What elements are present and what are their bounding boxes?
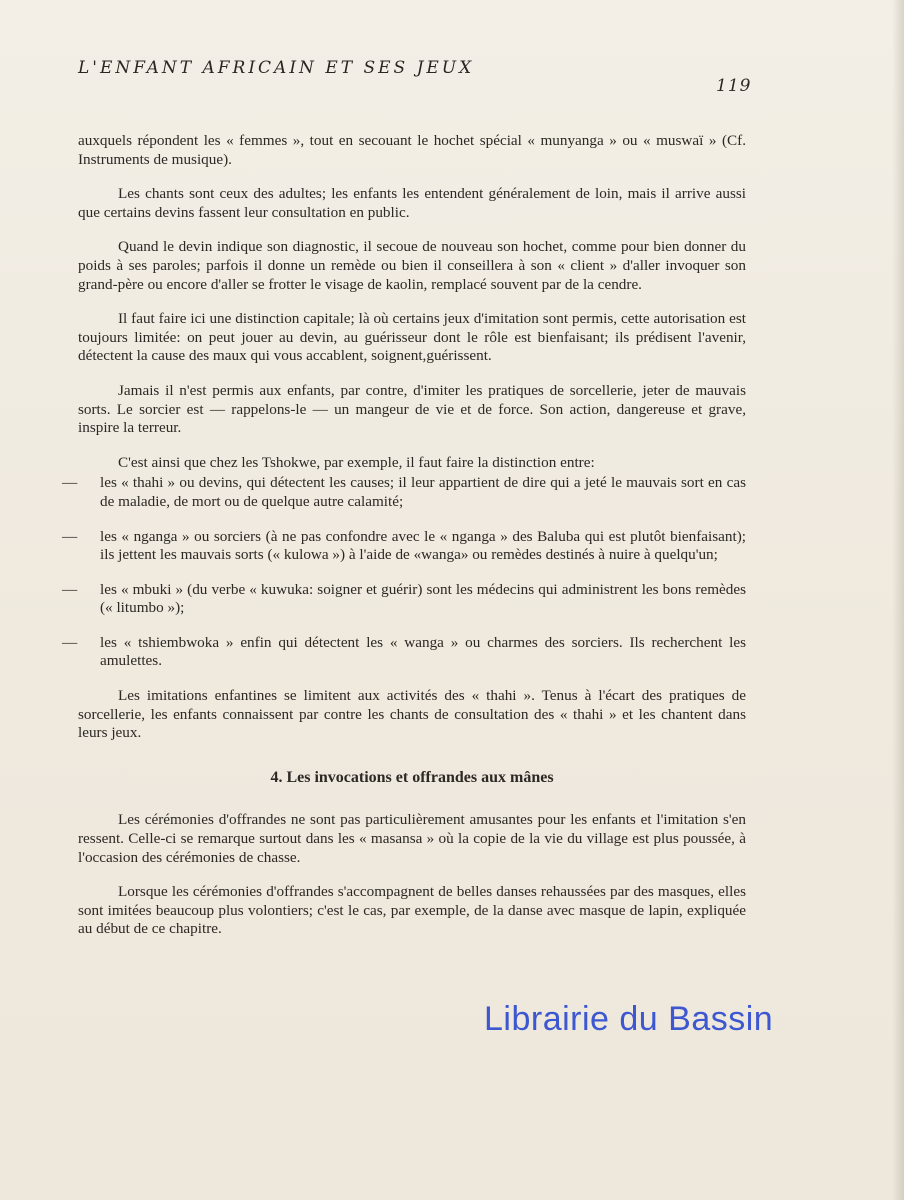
page-number: 119 [716, 76, 752, 96]
distinction-list [62, 474, 746, 671]
section-heading: 4. Les invocations et offrandes aux mânes [270, 768, 554, 786]
running-head: L'ENFANT AFRICAIN ET SES JEUX [78, 58, 475, 78]
bookseller-watermark: Librairie du Bassin [484, 1000, 774, 1038]
paragraph-9: Lorsque les cérémonies d'offrandes s'accompagnent de belles danses rehaussées par des masques, elles sont imitées beaucoup plus volontiers; c'est le cas, par exemple, de la danse avec masque de lapin, expliquée au début de ce chapitre. [78, 883, 746, 938]
dash-marker: — [62, 527, 78, 545]
page-edge-shadow [892, 0, 904, 1200]
dash-marker: — [62, 633, 78, 651]
paragraph-8: Les cérémonies d'offrandes ne sont pas particulièrement amusantes pour les enfants et l'imitation s'en ressent. Celle-ci se remarque surtout dans les « masansa » où la copie de la vie du village est plus poussée, à l'occasion des cérémonies de chasse. [78, 811, 746, 866]
paragraph-2: Les chants sont ceux des adultes; les enfants les entendent généralement de loin, mais il arrive aussi que certains devins fassent leur consultation en public. [78, 185, 746, 221]
list-item-nganga [62, 527, 746, 565]
list-item-text: les « thahi » ou devins, qui détectent les causes; il leur appartient de dire qui a jeté le mauvais sort en cas de maladie, de mort ou de quelque autre calamité; [100, 474, 746, 510]
body-text [62, 132, 746, 955]
paragraph-4: Il faut faire ici une distinction capitale; là où certains jeux d'imitation sont permis, cette autorisation est toujours limitée: on peut jouer au devin, au guérisseur dont le rôle est bienfaisant; ils prédisent l'avenir, détectent la cause des maux qui vous accablent, soignent,guérissent. [78, 310, 746, 365]
list-item-tshiembwoka [62, 633, 746, 671]
list-item-text: les « nganga » ou sorciers (à ne pas confondre avec le « nganga » des Baluba qui est plutôt bienfaisant); ils jettent les mauvais sorts (« kulowa ») à l'aide de «wanga» ou remèdes destinés à nuire à quelqu'un; [100, 527, 746, 564]
paragraph-3: Quand le devin indique son diagnostic, il secoue de nouveau son hochet, comme pour bien donner du poids à ses paroles; parfois il donne un remède ou bien il conseillera à son « client » d'aller invoquer son grand-père ou encore d'aller se frotter le visage de kaolin, remplacé souvent par de la cendre. [78, 238, 746, 293]
paragraph-1: auxquels répondent les « femmes », tout en secouant le hochet spécial « munyanga » ou « muswaï » (Cf. Instruments de musique). [78, 132, 746, 168]
paragraph-5: Jamais il n'est permis aux enfants, par contre, d'imiter les pratiques de sorcellerie, jeter de mauvais sorts. Le sorcier est — rappelons-le — un mangeur de vie et de force. Son action, dangereuse et grave, inspire la terreur. [78, 381, 746, 437]
list-item-text: les « mbuki » (du verbe « kuwuka: soigner et guérir) sont les médecins qui administrent les bons remèdes (« litumbo »); [100, 580, 746, 617]
list-item-thahi [62, 474, 746, 511]
list-item-mbuki [62, 580, 746, 618]
list-item-text: les « tshiembwoka » enfin qui détectent les « wanga » ou charmes des sorciers. Ils recherchent les amulettes. [100, 633, 746, 670]
paragraph-7: Les imitations enfantines se limitent aux activités des « thahi ». Tenus à l'écart des pratiques de sorcellerie, les enfants connaissent par contre les chants de consultation des « thahi » et les chantent dans leurs jeux. [78, 687, 746, 742]
dash-marker: — [62, 580, 78, 598]
paragraph-6: C'est ainsi que chez les Tshokwe, par exemple, il faut faire la distinction entre: [118, 453, 595, 471]
dash-marker: — [62, 474, 78, 492]
